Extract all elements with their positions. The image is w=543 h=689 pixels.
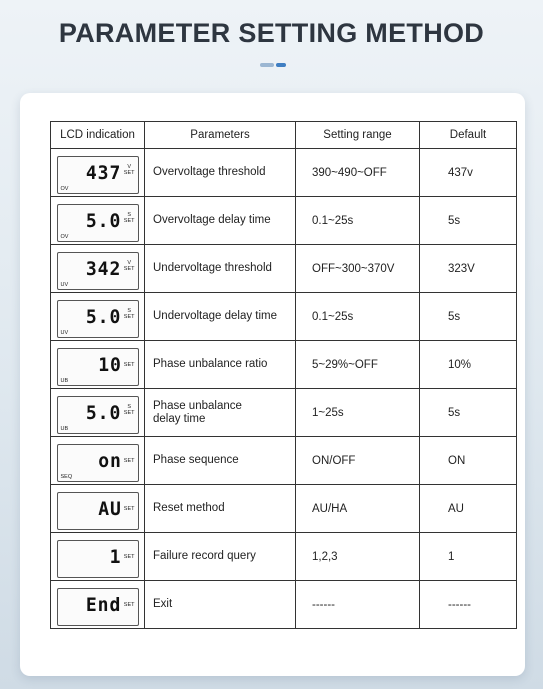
- lcd-cell: [51, 437, 145, 485]
- parameter-cell: [145, 389, 296, 437]
- lcd-unit-top: S: [127, 211, 131, 218]
- lcd-unit: [124, 356, 135, 368]
- lcd-display: [57, 588, 139, 626]
- table-row: [51, 437, 517, 485]
- lcd-tag: OV: [60, 233, 69, 240]
- lcd-display: [57, 444, 139, 482]
- table-row: [51, 389, 517, 437]
- header-lcd-indication: LCD indication: [51, 122, 145, 149]
- parameter-name: Phase unbalance ratio: [153, 358, 268, 370]
- setting-range-cell: 5~29%~OFF: [296, 341, 420, 389]
- lcd-unit: [124, 596, 135, 608]
- parameter-name-line2: delay time: [153, 412, 206, 425]
- default-value-cell: 323V: [420, 245, 517, 293]
- lcd-cell: [51, 197, 145, 245]
- title-accent-bar: [260, 63, 286, 67]
- parameter-card: [20, 93, 525, 676]
- table-row: [51, 533, 517, 581]
- parameter-cell: [145, 149, 296, 197]
- parameter-name: Overvoltage threshold: [153, 166, 266, 178]
- parameter-cell: [145, 197, 296, 245]
- setting-range-cell: 0.1~25s: [296, 197, 420, 245]
- lcd-unit: [124, 260, 135, 272]
- table-row: [51, 485, 517, 533]
- lcd-unit-top: V: [127, 163, 131, 170]
- table-row: [51, 581, 517, 629]
- parameter-cell: [145, 485, 296, 533]
- lcd-unit-bottom: SET: [123, 505, 135, 512]
- lcd-digits: on: [97, 449, 122, 472]
- lcd-display: [57, 396, 139, 434]
- lcd-unit: [124, 308, 135, 320]
- lcd-unit-top: V: [127, 259, 131, 266]
- page-title: PARAMETER SETTING METHOD: [58, 18, 485, 48]
- default-value-cell: 5s: [420, 293, 517, 341]
- parameter-name: Phase sequence: [153, 454, 239, 466]
- lcd-cell: [51, 485, 145, 533]
- table-row: [51, 245, 517, 293]
- lcd-display: [57, 204, 139, 242]
- setting-range-cell: 1,2,3: [296, 533, 420, 581]
- lcd-unit-bottom: SET: [123, 601, 135, 608]
- setting-range-cell: 390~490~OFF: [296, 149, 420, 197]
- default-value-cell: 437v: [420, 149, 517, 197]
- lcd-digits: AU: [97, 497, 122, 520]
- lcd-unit-bottom: SET: [123, 313, 135, 320]
- header-parameters: Parameters: [145, 122, 296, 149]
- default-value-cell: ------: [420, 581, 517, 629]
- lcd-digits: 437: [86, 161, 122, 184]
- lcd-cell: [51, 293, 145, 341]
- lcd-unit-bottom: SET: [123, 361, 135, 368]
- lcd-digits: End: [86, 593, 122, 616]
- lcd-digits: 1: [109, 545, 122, 568]
- lcd-tag: UV: [60, 329, 69, 336]
- header-setting-range: Setting range: [296, 122, 420, 149]
- parameter-name: Undervoltage delay time: [153, 310, 278, 322]
- lcd-unit-bottom: SET: [123, 409, 135, 416]
- parameter-cell: [145, 245, 296, 293]
- lcd-digits: 5.0: [86, 209, 122, 232]
- parameter-name: Overvoltage delay time: [153, 214, 271, 226]
- lcd-digits: 342: [86, 257, 122, 280]
- lcd-unit: [124, 404, 135, 416]
- lcd-unit-bottom: SET: [123, 169, 135, 176]
- parameter-name: Reset method: [153, 502, 225, 514]
- lcd-tag: UB: [60, 377, 69, 384]
- lcd-tag: OV: [60, 185, 69, 192]
- parameter-name: Undervoltage threshold: [153, 262, 272, 274]
- parameter-name: Failure record query: [153, 550, 256, 562]
- lcd-tag: UV: [60, 281, 69, 288]
- lcd-unit: [124, 500, 135, 512]
- default-value-cell: AU: [420, 485, 517, 533]
- lcd-unit: [124, 212, 135, 224]
- default-value-cell: ON: [420, 437, 517, 485]
- table-row: [51, 197, 517, 245]
- lcd-display: [57, 156, 139, 194]
- setting-range-cell: ON/OFF: [296, 437, 420, 485]
- lcd-digits: 5.0: [86, 401, 122, 424]
- lcd-unit: [124, 452, 135, 464]
- lcd-display: [57, 300, 139, 338]
- lcd-tag: SEQ: [60, 473, 73, 480]
- lcd-unit: [124, 548, 135, 560]
- lcd-unit-bottom: SET: [123, 217, 135, 224]
- table-row: [51, 341, 517, 389]
- lcd-unit-top: S: [127, 307, 131, 314]
- lcd-cell: [51, 389, 145, 437]
- table-row: [51, 149, 517, 197]
- lcd-cell: [51, 149, 145, 197]
- default-value-cell: 10%: [420, 341, 517, 389]
- parameter-cell: [145, 437, 296, 485]
- lcd-unit: [124, 164, 135, 176]
- header-default: Default: [420, 122, 517, 149]
- parameter-cell: [145, 341, 296, 389]
- parameter-cell: [145, 581, 296, 629]
- default-value-cell: 5s: [420, 389, 517, 437]
- parameter-name: Phase unbalance: [153, 399, 242, 412]
- lcd-display: [57, 252, 139, 290]
- table-header-row: [51, 122, 517, 149]
- parameter-table: [50, 121, 517, 629]
- table-row: [51, 293, 517, 341]
- lcd-cell: [51, 533, 145, 581]
- lcd-display: [57, 540, 139, 578]
- setting-range-cell: 0.1~25s: [296, 293, 420, 341]
- lcd-digits: 10: [97, 353, 122, 376]
- lcd-tag: UB: [60, 425, 69, 432]
- setting-range-cell: ------: [296, 581, 420, 629]
- lcd-unit-bottom: SET: [123, 265, 135, 272]
- parameter-name: Exit: [153, 598, 173, 610]
- lcd-cell: [51, 245, 145, 293]
- parameter-cell: [145, 533, 296, 581]
- setting-range-cell: OFF~300~370V: [296, 245, 420, 293]
- default-value-cell: 5s: [420, 197, 517, 245]
- parameter-cell: [145, 293, 296, 341]
- lcd-unit-bottom: SET: [123, 457, 135, 464]
- lcd-display: [57, 348, 139, 386]
- lcd-unit-top: S: [127, 403, 131, 410]
- accent-segment-light: [260, 63, 274, 67]
- setting-range-cell: 1~25s: [296, 389, 420, 437]
- lcd-cell: [51, 581, 145, 629]
- lcd-cell: [51, 341, 145, 389]
- default-value-cell: 1: [420, 533, 517, 581]
- setting-range-cell: AU/HA: [296, 485, 420, 533]
- lcd-unit-bottom: SET: [123, 553, 135, 560]
- lcd-digits: 5.0: [86, 305, 122, 328]
- lcd-display: [57, 492, 139, 530]
- accent-segment-dark: [276, 63, 286, 67]
